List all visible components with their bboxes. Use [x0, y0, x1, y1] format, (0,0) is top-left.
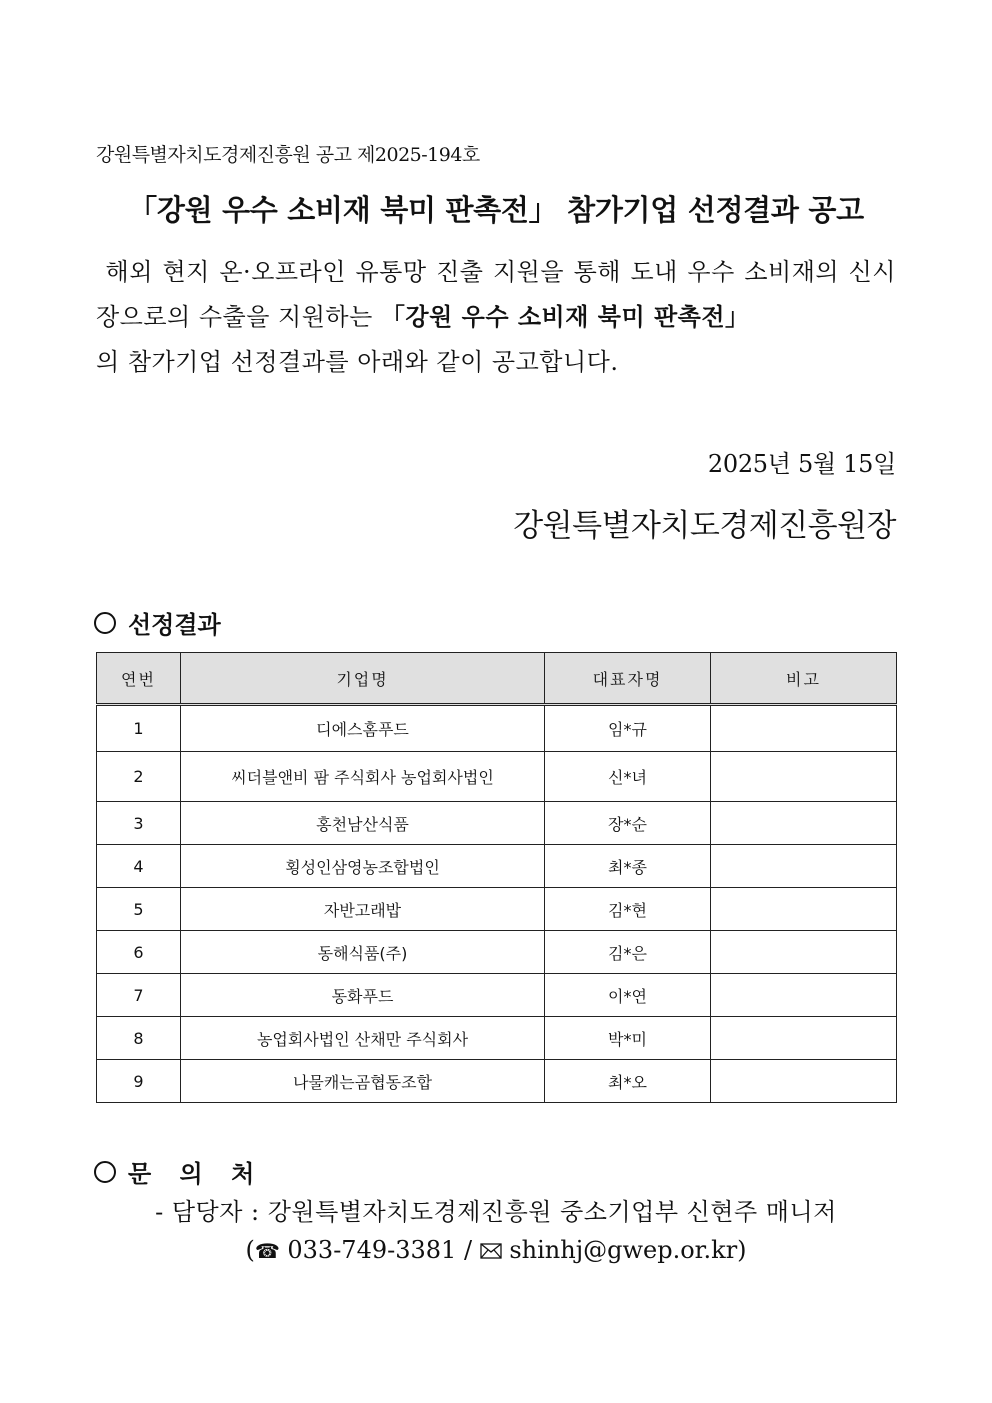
- body-text-part2: 의 참가기업 선정결과를 아래와 같이 공고합니다.: [96, 348, 619, 376]
- note-cell: [711, 931, 897, 974]
- representative-name: 신*녀: [545, 752, 711, 802]
- note-cell: [711, 1017, 897, 1060]
- issuer-name: 강원특별자치도경제진흥원장: [513, 508, 896, 544]
- row-number: 9: [97, 1060, 181, 1103]
- company-name: 동해식품(주): [181, 931, 545, 974]
- company-name: 농업회사법인 산채만 주식회사: [181, 1017, 545, 1060]
- note-cell: [711, 752, 897, 802]
- note-cell: [711, 802, 897, 845]
- representative-name: 최*종: [545, 845, 711, 888]
- row-number: 1: [97, 705, 181, 752]
- company-name: 디에스홈푸드: [181, 705, 545, 752]
- row-number: 2: [97, 752, 181, 802]
- contact-email[interactable]: shinhj@gwep.or.kr: [509, 1236, 738, 1264]
- circle-bullet-icon: [94, 1161, 116, 1183]
- page-title: 「강원 우수 소비재 북미 판촉전」 참가기업 선정결과 공고: [128, 193, 864, 227]
- row-number: 4: [97, 845, 181, 888]
- row-number: 7: [97, 974, 181, 1017]
- table-row: [97, 802, 897, 845]
- representative-name: 최*오: [545, 1060, 711, 1103]
- representative-name: 김*은: [545, 931, 711, 974]
- table-row: [97, 752, 897, 802]
- notice-number: 강원특별자치도경제진흥원 공고 제2025-194호: [96, 144, 480, 166]
- company-name: 횡성인삼영농조합법인: [181, 845, 545, 888]
- company-name: 동화푸드: [181, 974, 545, 1017]
- contact-phone: 033-749-3381: [287, 1236, 457, 1264]
- table-row: [97, 1060, 897, 1103]
- company-name: 자반고래밥: [181, 888, 545, 931]
- contact-heading: [94, 1154, 264, 1189]
- selection-heading: [94, 605, 221, 640]
- representative-name: 김*현: [545, 888, 711, 931]
- table-header-row: [97, 653, 897, 705]
- column-header: 연번: [97, 653, 181, 705]
- selection-heading-label: 선정결과: [128, 611, 221, 639]
- table-row: [97, 845, 897, 888]
- row-number: 5: [97, 888, 181, 931]
- company-name: 홍천남산식품: [181, 802, 545, 845]
- note-cell: [711, 888, 897, 931]
- row-number: 6: [97, 931, 181, 974]
- company-name: 나물캐는곰협동조합: [181, 1060, 545, 1103]
- table-row: [97, 974, 897, 1017]
- representative-name: 이*연: [545, 974, 711, 1017]
- notice-body: [96, 250, 896, 385]
- row-number: 3: [97, 802, 181, 845]
- row-number: 8: [97, 1017, 181, 1060]
- contact-details: (☎ 033-749-3381 / shinhj@gwep.or.kr): [245, 1236, 747, 1264]
- contact-separator: /: [463, 1236, 473, 1264]
- table-row: [97, 888, 897, 931]
- company-name: 씨더블앤비 팜 주식회사 농업회사법인: [181, 752, 545, 802]
- mail-icon: [480, 1243, 502, 1259]
- contact-person: - 담당자 : 강원특별자치도경제진흥원 중소기업부 신현주 매니저: [155, 1198, 837, 1226]
- notice-date: 2025년 5월 15일: [707, 450, 896, 478]
- note-cell: [711, 974, 897, 1017]
- phone-icon: ☎: [254, 1239, 280, 1263]
- table-row: [97, 931, 897, 974]
- note-cell: [711, 845, 897, 888]
- representative-name: 임*규: [545, 705, 711, 752]
- circle-bullet-icon: [94, 612, 116, 634]
- column-header: 대표자명: [545, 653, 711, 705]
- body-text-part1: 해외 현지 온·오프라인 유통망 진출 지원을 통해 도내 우수 소비재의 신시장으로의 수출을 지원하는: [96, 258, 896, 331]
- representative-name: 장*순: [545, 802, 711, 845]
- body-text-highlight: 「강원 우수 소비재 북미 판촉전」: [380, 303, 750, 331]
- note-cell: [711, 705, 897, 752]
- contact-heading-label: 문 의 처: [128, 1160, 265, 1188]
- column-header: 기업명: [181, 653, 545, 705]
- column-header: 비고: [711, 653, 897, 705]
- table-row: [97, 1017, 897, 1060]
- note-cell: [711, 1060, 897, 1103]
- representative-name: 박*미: [545, 1017, 711, 1060]
- table-row: [97, 705, 897, 752]
- selection-table: [96, 652, 897, 1103]
